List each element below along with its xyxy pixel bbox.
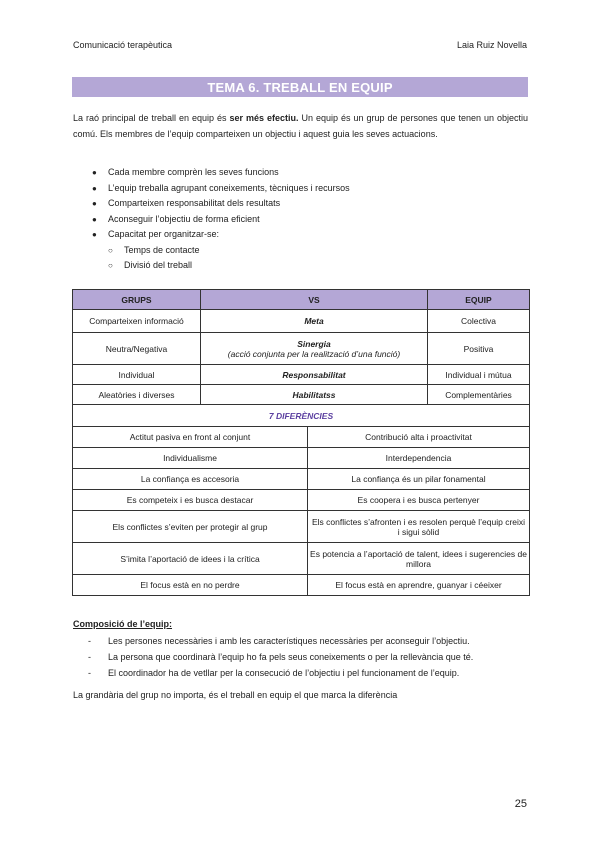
header-left: Comunicació terapèutica	[73, 40, 173, 50]
list-item	[88, 665, 473, 681]
diff-grups: El focus està en no perdre	[73, 575, 308, 596]
list-item	[88, 227, 350, 243]
diff-grups: Els conflictes s’eviten per protegir al grup	[73, 511, 308, 543]
table-row	[73, 469, 530, 490]
list-item	[88, 649, 473, 665]
intro-text-2: Un equip és un grup de persones que tenen un objectiu comú. Els membres de l’equip comparteixen un objectiu i aquest guia les seves actuacions.	[73, 113, 528, 139]
diff-grups: Actitut pasiva en front al conjunt	[73, 427, 308, 448]
comparison-table	[72, 289, 530, 596]
sub-list-item-text: Divisió del treball	[124, 260, 193, 270]
cell-grups: Neutra/Negativa	[73, 333, 201, 365]
sub-list-item	[88, 243, 350, 259]
diff-equip: Es potencia a l’aportació de talent, idees i sugerencies de millora	[308, 543, 530, 575]
cell-equip: Complementàries	[428, 385, 530, 405]
list-item	[88, 181, 350, 197]
list-item	[88, 165, 350, 181]
list-item	[88, 212, 350, 228]
list-item-text: Les persones necessàries i amb les característiques necessàries per aconseguir l’objectiu.	[108, 636, 470, 646]
differences-title: 7 DIFERÈNCIES	[73, 405, 530, 427]
closing-text: La grandària del grup no importa, és el treball en equip el que marca la diferència	[73, 690, 398, 700]
table-row	[73, 575, 530, 596]
diff-equip: Interdependencia	[308, 448, 530, 469]
table-row	[73, 427, 530, 448]
list-item-text: Aconseguir l’objectiu de forma eficient	[108, 213, 260, 224]
list-item-text: Capacitat per organitzar-se:	[108, 229, 220, 239]
diff-equip: Contribució alta i proactivitat	[308, 427, 530, 448]
header-right: Laia Ruiz Novella	[456, 40, 527, 50]
sub-list-container	[88, 243, 350, 274]
sub-list-item	[88, 258, 350, 274]
composition-title: Composició de l’equip:	[73, 619, 173, 629]
dash-icon: -	[88, 636, 91, 646]
intro-bold: ser més efectiu.	[229, 113, 299, 123]
table-header-row	[73, 290, 530, 310]
table-row	[73, 543, 530, 575]
table-row	[73, 490, 530, 511]
cell-vs: Meta	[201, 310, 428, 333]
bullet-icon: ●	[92, 168, 97, 177]
dash-icon: -	[88, 668, 91, 678]
table-row	[73, 310, 530, 333]
header-grups: GRUPS	[73, 290, 201, 310]
diff-equip: La confiança és un pilar fonamental	[308, 469, 530, 490]
cell-equip: Colectiva	[428, 310, 530, 333]
cell-grups: Comparteixen informació	[73, 310, 201, 333]
diff-grups: Individualisme	[73, 448, 308, 469]
bullet-icon: ●	[92, 199, 97, 208]
header-vs: VS	[201, 290, 428, 310]
diff-grups: S’imita l’aportació de idees i la crítica	[73, 543, 308, 575]
cell-vs-title: Sinergia	[297, 338, 331, 349]
list-item-text: El coordinador ha de vetllar per la consecució de l’objectiu i pel funcionament de l’equip.	[108, 668, 460, 678]
list-item	[88, 633, 473, 649]
intro-text-1: La raó principal de treball en equip és	[73, 113, 230, 123]
sub-list-item-text: Temps de contacte	[124, 244, 200, 255]
diff-equip: Es coopera i es busca pertenyer	[308, 490, 530, 511]
cell-grups: Aleatòries i diverses	[73, 385, 201, 405]
circle-bullet-icon: ○	[108, 245, 113, 255]
differences-title-row	[73, 405, 530, 427]
table-row	[73, 365, 530, 385]
table-row	[73, 448, 530, 469]
page-title: TEMA 6. TREBALL EN EQUIP	[72, 77, 528, 97]
bullet-icon: ●	[92, 183, 97, 193]
list-item-text: Comparteixen responsabilitat dels resultats	[108, 198, 281, 208]
list-item	[88, 196, 350, 212]
cell-vs	[201, 333, 428, 365]
table-row	[73, 385, 530, 405]
list-item-text: L’equip treballa agrupant coneixements, tècniques i recursos	[108, 182, 350, 193]
table-row	[73, 333, 530, 365]
list-item-text: Cada membre comprèn les seves funcions	[108, 167, 279, 177]
bullet-icon: ●	[92, 230, 97, 239]
diff-equip: Els conflictes s’afronten i es resolen perquè l’equip creixi i sigui sòlid	[308, 511, 530, 543]
feature-list	[88, 165, 350, 274]
table-row	[73, 511, 530, 543]
circle-bullet-icon: ○	[108, 261, 113, 270]
cell-vs: Responsabilitat	[201, 365, 428, 385]
intro-paragraph	[73, 110, 528, 142]
cell-vs-subtitle: (acció conjunta per la realització d’una funció)	[227, 348, 401, 359]
header-equip: EQUIP	[428, 290, 530, 310]
cell-vs: Habilitatss	[201, 385, 428, 405]
composition-list	[88, 633, 473, 681]
cell-equip: Individual i mútua	[428, 365, 530, 385]
diff-grups: La confiança es accesoria	[73, 469, 308, 490]
list-item-text: La persona que coordinarà l’equip ho fa pels seus coneixements o per la rellevància que té.	[108, 652, 474, 662]
page-number: 25	[514, 798, 527, 810]
dash-icon: -	[88, 652, 91, 662]
bullet-icon: ●	[92, 214, 97, 224]
cell-grups: Individual	[73, 365, 201, 385]
diff-grups: Es competeix i es busca destacar	[73, 490, 308, 511]
cell-equip: Positiva	[428, 333, 530, 365]
sub-list	[88, 243, 350, 274]
diff-equip: El focus està en aprendre, guanyar i céeixer	[308, 575, 530, 596]
